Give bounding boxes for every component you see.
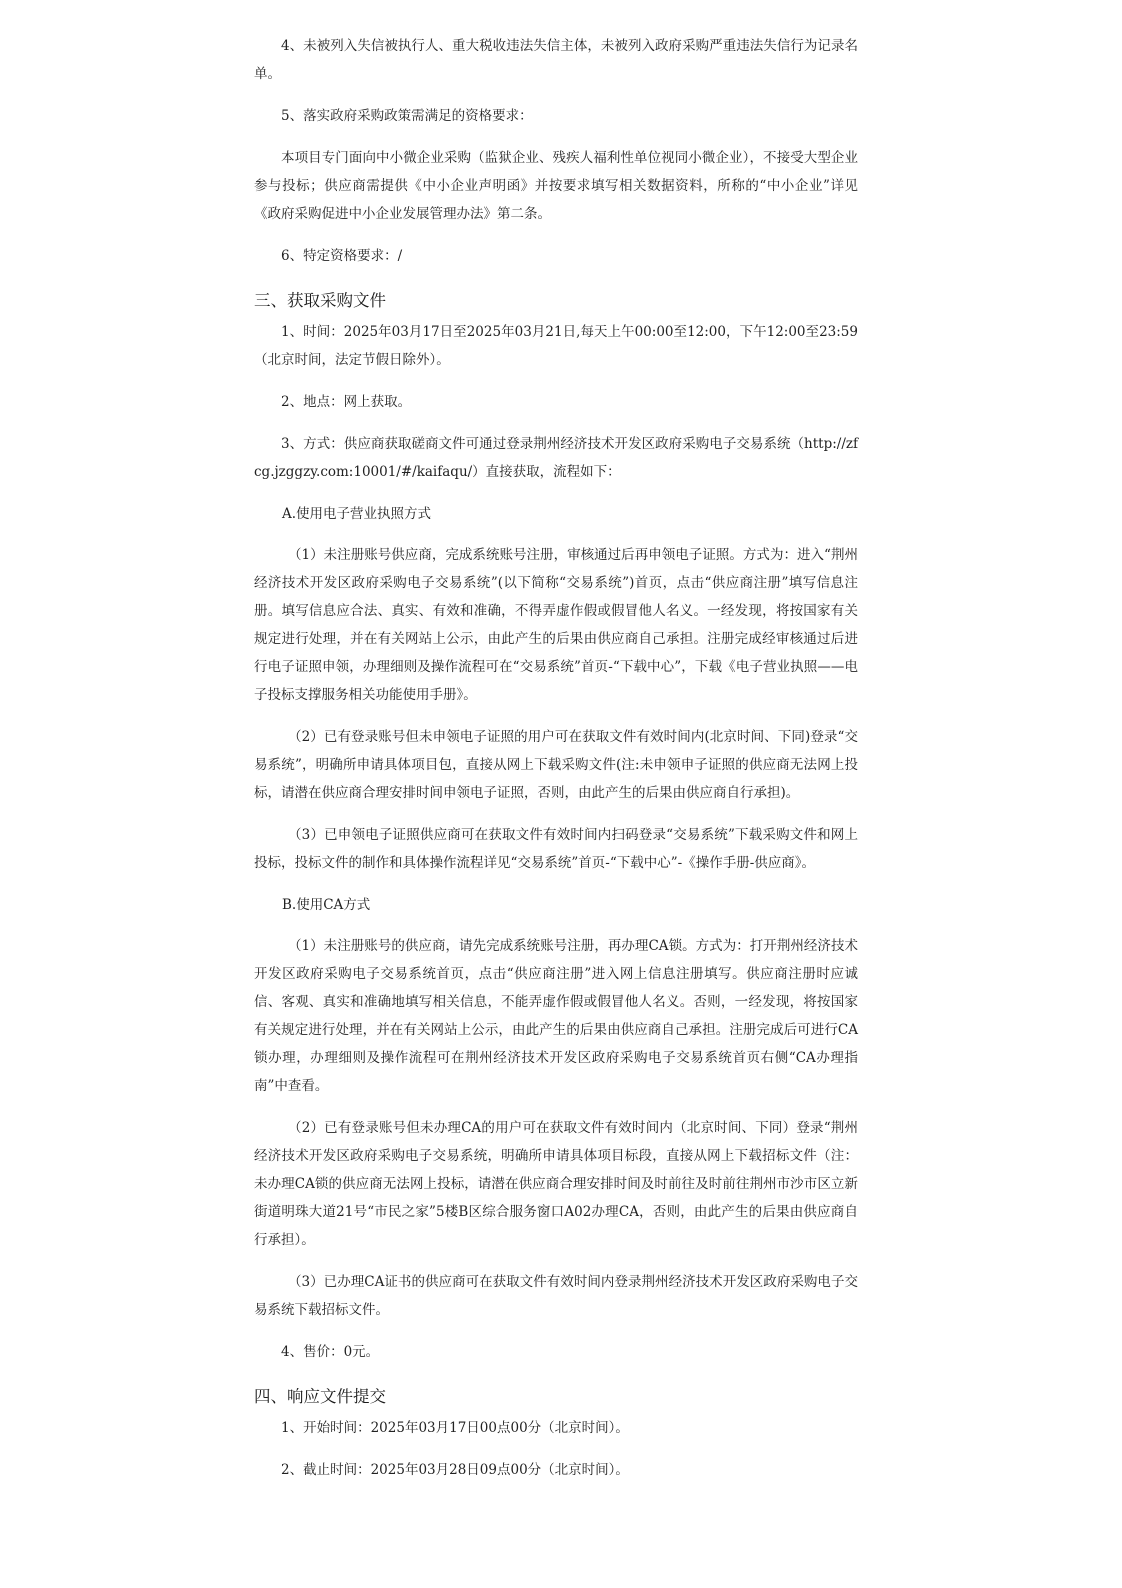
method-b-step-3: （3）已办理CA证书的供应商可在获取文件有效时间内登录荆州经济技术开发区政府采购电子交易系统下载招标文件。 [254, 1274, 858, 1318]
method-a-step-3: （3）已申领电子证照供应商可在获取文件有效时间内扫码登录“交易系统”下载采购文件和网上投标，投标文件的制作和具体操作流程详见“交易系统”首页-“下载中心”-《操作手册-供应商》。 [254, 827, 858, 871]
section-heading-obtain-documents: 三、获取采购文件 [254, 291, 386, 310]
obtain-time: 1、时间：2025年03月17日至2025年03月21日,每天上午00:00至12:00，下午12:00至23:59（北京时间，法定节假日除外）。 [254, 324, 858, 368]
submission-deadline: 2、截止时间：2025年03月28日09点00分（北京时间）。 [281, 1462, 629, 1478]
section-heading-response-submission: 四、响应文件提交 [254, 1387, 386, 1406]
method-b-step-1: （1）未注册账号的供应商，请先完成系统账号注册，再办理CA锁。方式为：打开荆州经济技术开发区政府采购电子交易系统首页，点击“供应商注册”进入网上信息注册填写。供应商注册时应诚信、客观、真实和准确地填写相关信息，不能弄虚作假或假冒他人名义。否则，一经发现，将按国家有关规定进行处理，并在有关网站上公示，由此产生的后果由供应商自己承担。注册完成后可进行CA锁办理，办理细则及操作流程可在荆州经济技术开发区政府采购电子交易系统首页右侧“CA办理指南”中查看。 [254, 938, 858, 1094]
method-b-title: B.使用CA方式 [282, 897, 371, 913]
method-a-title: A.使用电子营业执照方式 [282, 506, 432, 522]
obtain-place: 2、地点：网上获取。 [281, 394, 412, 410]
method-b-step-2: （2）已有登录账号但未办理CA的用户可在获取文件有效时间内（北京时间、下同）登录“荆州经济技术开发区政府采购电子交易系统，明确所申请具体项目标段，直接从网上下载招标文件（注：未办理CA锁的供应商无法网上投标，请潜在供应商合理安排时间及时前往及时前往荆州市沙市区立新街道明珠大道21号“市民之家”5楼B区综合服务窗口A02办理CA，否则，由此产生的后果由供应商自行承担）。 [254, 1120, 858, 1248]
qualification-item-4: 4、未被列入失信被执行人、重大税收违法失信主体，未被列入政府采购严重违法失信行为记录名单。 [254, 38, 858, 82]
obtain-method: 3、方式：供应商获取磋商文件可通过登录荆州经济技术开发区政府采购电子交易系统（http://zfcg.jzggzy.com:10001/#/kaifaqu/）直接获取，流程如下： [254, 436, 858, 480]
method-a-step-2: （2）已有登录账号但未申领电子证照的用户可在获取文件有效时间内(北京时间、下同)登录“交易系统”，明确所申请具体项目包，直接从网上下载采购文件(注:未申领申子证照的供应商无法网上投标，请潜在供应商合理安排时间申领电子证照，否则，由此产生的后果由供应商自行承担)。 [254, 729, 858, 801]
document-price: 4、售价：0元。 [281, 1344, 380, 1360]
qualification-item-5-detail: 本项目专门面向中小微企业采购（监狱企业、残疾人福利性单位视同小微企业），不接受大型企业参与投标；供应商需提供《中小企业声明函》并按要求填写相关数据资料，所称的“中小企业”详见《政府采购促进中小企业发展管理办法》第二条。 [254, 150, 858, 222]
method-a-step-1: （1）未注册账号供应商，完成系统账号注册，审核通过后再申领电子证照。方式为：进入“荆州经济技术开发区政府采购电子交易系统”(以下简称“交易系统”)首页，点击“供应商注册”填写信息注册。填写信息应合法、真实、有效和准确，不得弄虚作假或假冒他人名义。一经发现，将按国家有关规定进行处理，并在有关网站上公示，由此产生的后果由供应商自己承担。注册完成经审核通过后进行电子证照申领，办理细则及操作流程可在“交易系统”首页-“下载中心”，下载《电子营业执照——电子投标支撑服务相关功能使用手册》。 [254, 547, 858, 703]
submission-start-time: 1、开始时间：2025年03月17日00点00分（北京时间）。 [281, 1420, 629, 1436]
qualification-item-6: 6、特定资格要求：/ [281, 248, 403, 264]
document-page [254, 32, 858, 1498]
qualification-item-5: 5、落实政府采购政策需满足的资格要求： [281, 108, 533, 124]
